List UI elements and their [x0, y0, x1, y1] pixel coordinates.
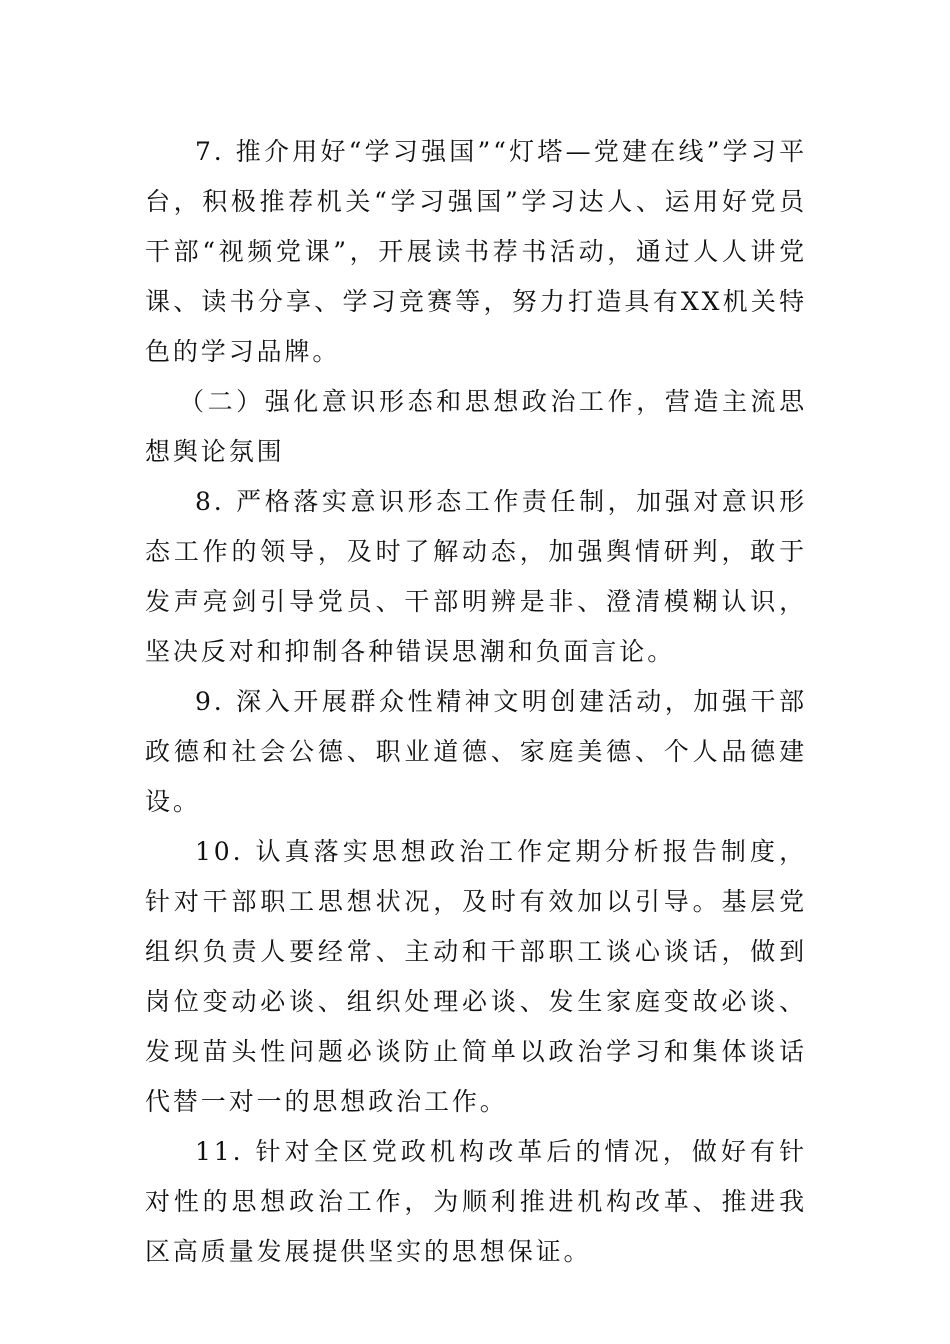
- paragraph-9: 9. 深入开展群众性精神文明创建活动，加强干部政德和社会公德、职业道德、家庭美德、个人品德建设。: [145, 687, 807, 816]
- paragraph-11: 11. 针对全区党政机构改革后的情况，做好有针对性的思想政治工作，为顺利推进机构改革、推进我区高质量发展提供坚实的思想保证。: [145, 1137, 807, 1266]
- section-heading-2: （二）强化意识形态和思想政治工作，营造主流思想舆论氛围: [145, 387, 807, 466]
- paragraph-7: 7. 推介用好“学习强国”“灯塔—党建在线”学习平台，积极推荐机关“学习强国”学习达人、运用好党员干部“视频党课”，开展读书荐书活动，通过人人讲党课、读书分享、学习竞赛等，努力打造具有XX机关特色的学习品牌。: [145, 137, 807, 366]
- document-body: [145, 127, 807, 1277]
- paragraph-10: 10. 认真落实思想政治工作定期分析报告制度，针对干部职工思想状况，及时有效加以引导。基层党组织负责人要经常、主动和干部职工谈心谈话，做到岗位变动必谈、组织处理必谈、发生家庭变故必谈、发现苗头性问题必谈防止简单以政治学习和集体谈话代替一对一的思想政治工作。: [145, 837, 807, 1116]
- paragraph-8: 8. 严格落实意识形态工作责任制，加强对意识形态工作的领导，及时了解动态，加强舆情研判，敢于发声亮剑引导党员、干部明辨是非、澄清模糊认识，坚决反对和抑制各种错误思潮和负面言论。: [145, 487, 807, 666]
